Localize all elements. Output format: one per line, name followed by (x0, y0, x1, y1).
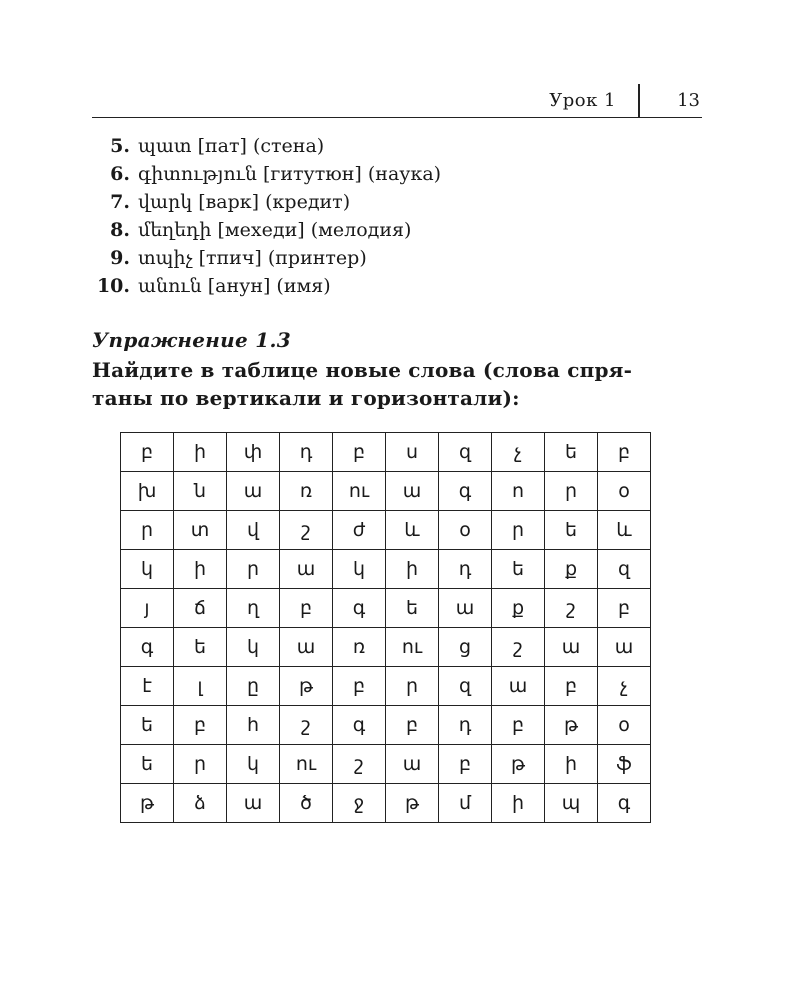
grid-cell: բ (121, 433, 174, 472)
grid-cell: գ (598, 784, 651, 823)
list-item (90, 244, 441, 272)
grid-cell: տ (174, 511, 227, 550)
grid-cell: բ (280, 589, 333, 628)
grid-cell: կ (333, 550, 386, 589)
grid-cell: ր (545, 472, 598, 511)
grid-cell: դ (280, 433, 333, 472)
grid-cell: կ (227, 745, 280, 784)
list-item (90, 188, 441, 216)
grid-cell: շ (333, 745, 386, 784)
grid-cell: բ (492, 706, 545, 745)
grid-cell: զ (439, 667, 492, 706)
grid-cell: օ (439, 511, 492, 550)
grid-cell: ժ (333, 511, 386, 550)
grid-cell: ա (386, 472, 439, 511)
grid-cell: ք (545, 550, 598, 589)
word-search-grid (120, 432, 651, 823)
grid-cell: ի (174, 433, 227, 472)
grid-cell: ը (227, 667, 280, 706)
grid-cell: գ (121, 628, 174, 667)
grid-cell: բ (439, 745, 492, 784)
grid-cell: կ (227, 628, 280, 667)
grid-cell: ղ (227, 589, 280, 628)
grid-cell: յ (121, 589, 174, 628)
item-number: 10. (96, 275, 130, 297)
item-text: պատ [пат] (стена) (138, 135, 325, 157)
grid-cell: բ (598, 589, 651, 628)
page-header (92, 80, 702, 118)
grid-cell: ա (598, 628, 651, 667)
grid-cell: բ (598, 433, 651, 472)
grid-cell: մ (439, 784, 492, 823)
grid-cell: ր (386, 667, 439, 706)
grid-row (121, 667, 651, 706)
item-number: 5. (110, 135, 130, 157)
grid-cell: շ (545, 589, 598, 628)
grid-cell: ծ (280, 784, 333, 823)
grid-row (121, 706, 651, 745)
exercise-title: Упражнение 1.3 (92, 328, 291, 352)
grid-cell: շ (280, 706, 333, 745)
list-item (90, 216, 441, 244)
grid-cell: ք (492, 589, 545, 628)
grid-row (121, 433, 651, 472)
grid-cell: դ (439, 550, 492, 589)
grid-cell: ա (280, 550, 333, 589)
list-item (90, 160, 441, 188)
grid-cell: ր (121, 511, 174, 550)
item-text: տպիչ [тпич] (принтер) (138, 247, 367, 269)
item-text: վարկ [варк] (кредит) (138, 191, 351, 213)
grid-cell: ե (121, 706, 174, 745)
grid-cell: ե (545, 433, 598, 472)
grid-cell: ր (492, 511, 545, 550)
item-number: 6. (110, 163, 130, 185)
grid-cell: թ (545, 706, 598, 745)
grid-cell: ի (386, 550, 439, 589)
grid-cell: օ (598, 706, 651, 745)
grid-cell: ռ (333, 628, 386, 667)
grid-cell: ե (545, 511, 598, 550)
grid-cell: ա (439, 589, 492, 628)
grid-cell: չ (598, 667, 651, 706)
grid-cell: բ (545, 667, 598, 706)
grid-row (121, 784, 651, 823)
grid-cell: գ (333, 706, 386, 745)
grid-cell: զ (439, 433, 492, 472)
grid-cell: ա (280, 628, 333, 667)
grid-row (121, 745, 651, 784)
lesson-label: Урок 1 (549, 90, 616, 111)
grid-cell: բ (174, 706, 227, 745)
item-text: մեղեդի [мехеди] (мелодия) (138, 219, 412, 241)
grid-cell: դ (439, 706, 492, 745)
grid-cell: թ (492, 745, 545, 784)
grid-cell: ե (492, 550, 545, 589)
grid-cell: ի (174, 550, 227, 589)
vocabulary-list (90, 132, 441, 300)
page-number: 13 (677, 90, 700, 111)
grid-cell: ու (386, 628, 439, 667)
grid-cell: ի (492, 784, 545, 823)
grid-row (121, 628, 651, 667)
grid-cell: բ (333, 433, 386, 472)
item-number: 7. (110, 191, 130, 213)
grid-cell: և (386, 511, 439, 550)
grid-cell: է (121, 667, 174, 706)
grid-cell: ց (439, 628, 492, 667)
grid-cell: ու (333, 472, 386, 511)
grid-cell: ս (386, 433, 439, 472)
grid-cell: ր (227, 550, 280, 589)
grid-cell: ր (174, 745, 227, 784)
grid-cell: գ (333, 589, 386, 628)
grid-cell: խ (121, 472, 174, 511)
instruction-line: Найдите в таблице новые слова (слова спря- (92, 358, 633, 382)
grid-cell: շ (280, 511, 333, 550)
item-number: 9. (110, 247, 130, 269)
grid-cell: ռ (280, 472, 333, 511)
grid-cell: ե (174, 628, 227, 667)
item-text: գիտություն [гитутюн] (наука) (138, 163, 442, 185)
grid-row (121, 589, 651, 628)
grid-cell: կ (121, 550, 174, 589)
item-text: անուն [анун] (имя) (138, 275, 331, 297)
grid-cell: ի (545, 745, 598, 784)
grid-cell: փ (227, 433, 280, 472)
grid-cell: վ (227, 511, 280, 550)
grid-cell: շ (492, 628, 545, 667)
grid-cell: և (598, 511, 651, 550)
grid-cell: թ (121, 784, 174, 823)
grid-cell: ա (227, 472, 280, 511)
list-item (90, 272, 441, 300)
grid-cell: օ (598, 472, 651, 511)
grid-cell: թ (280, 667, 333, 706)
grid-cell: ֆ (598, 745, 651, 784)
list-item (90, 132, 441, 160)
grid-cell: բ (386, 706, 439, 745)
grid-cell: ե (386, 589, 439, 628)
grid-cell: ջ (333, 784, 386, 823)
grid-row (121, 511, 651, 550)
grid-cell: ն (174, 472, 227, 511)
grid-row (121, 472, 651, 511)
grid-cell: ե (121, 745, 174, 784)
header-divider (638, 84, 640, 117)
grid-cell: ո (492, 472, 545, 511)
exercise-instruction (92, 356, 692, 412)
grid-cell: լ (174, 667, 227, 706)
grid-cell: գ (439, 472, 492, 511)
grid-cell: ու (280, 745, 333, 784)
grid-cell: բ (333, 667, 386, 706)
grid-cell: ձ (174, 784, 227, 823)
grid-cell: ա (227, 784, 280, 823)
grid-cell: պ (545, 784, 598, 823)
grid-cell: ճ (174, 589, 227, 628)
grid-row (121, 550, 651, 589)
grid-cell: ա (545, 628, 598, 667)
grid-cell: հ (227, 706, 280, 745)
grid-cell: ա (492, 667, 545, 706)
item-number: 8. (110, 219, 130, 241)
grid-cell: թ (386, 784, 439, 823)
grid-cell: ա (386, 745, 439, 784)
grid-cell: չ (492, 433, 545, 472)
instruction-line: таны по вертикали и горизонтали): (92, 386, 520, 410)
grid-cell: զ (598, 550, 651, 589)
